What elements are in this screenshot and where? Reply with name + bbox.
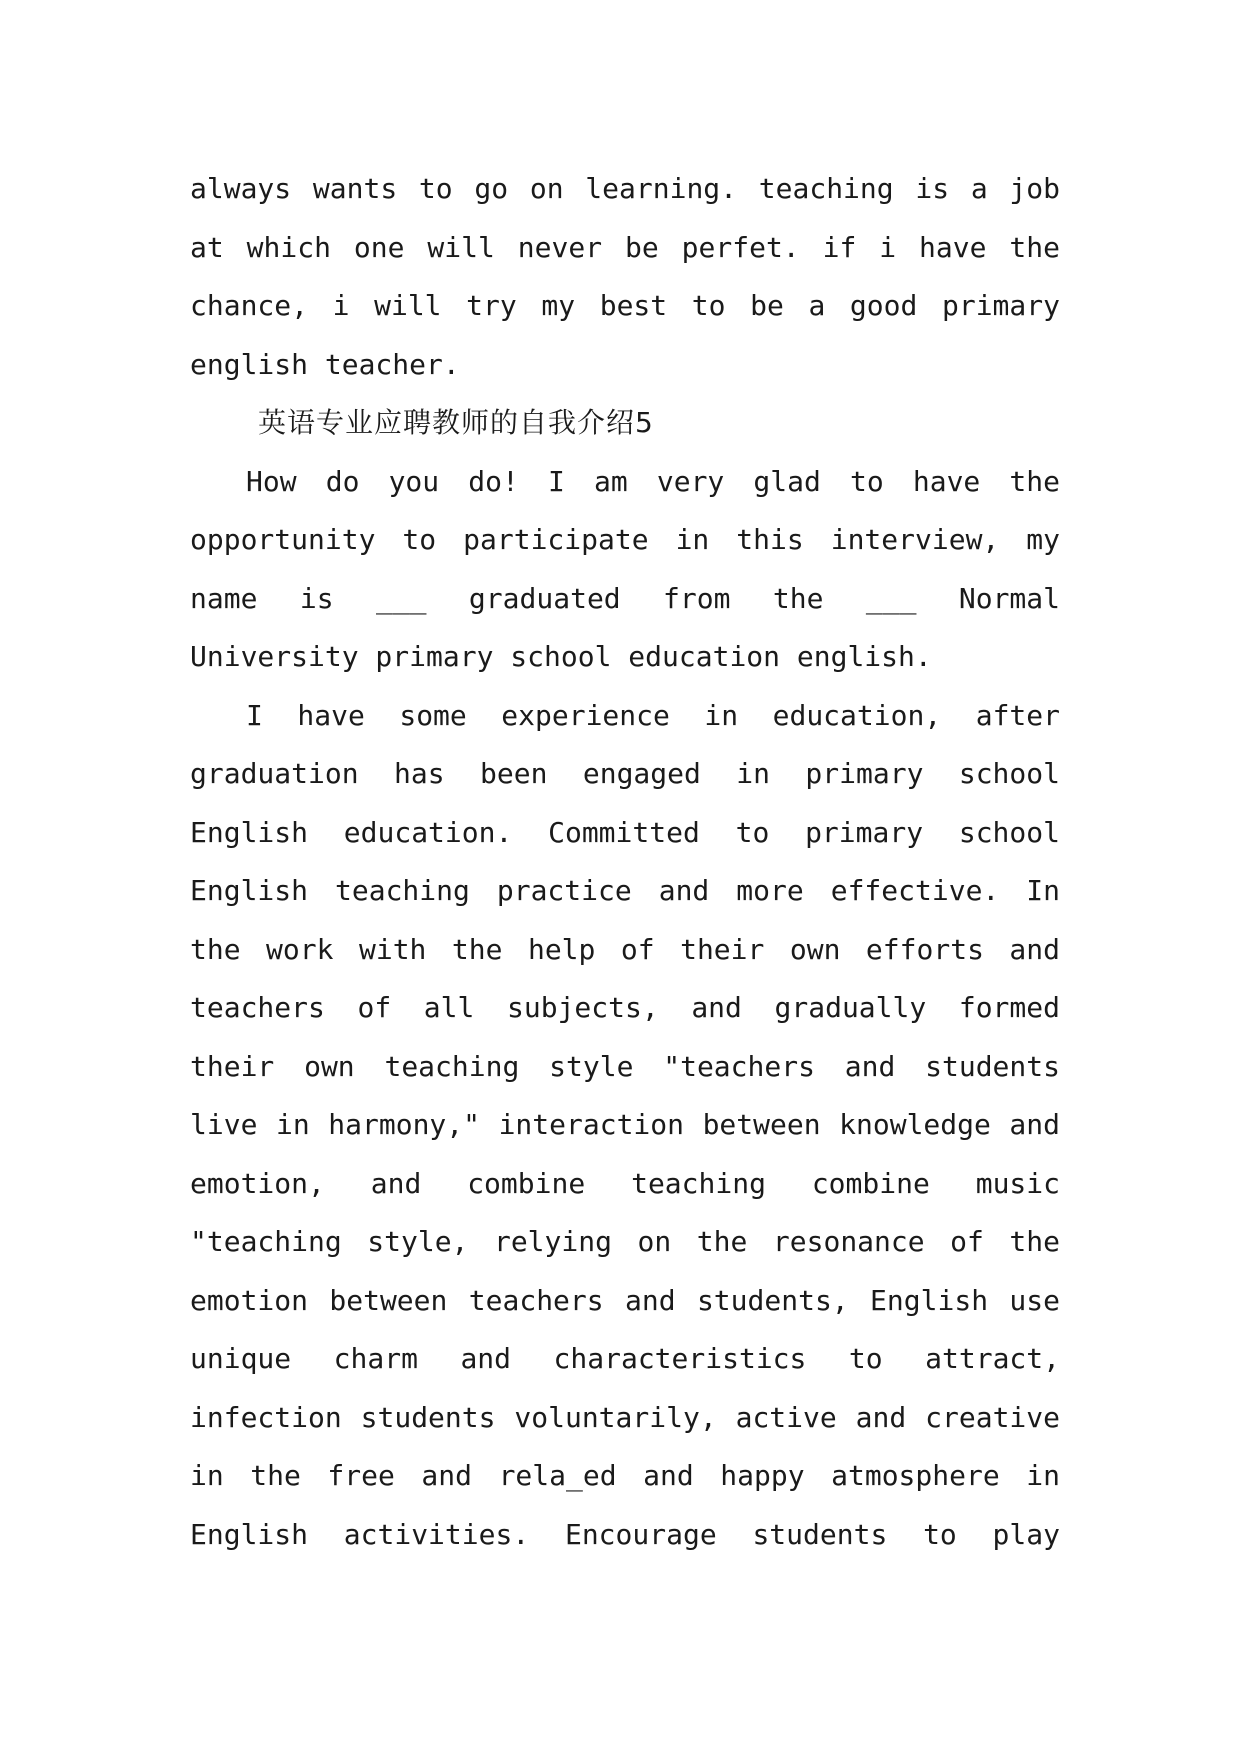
text-line: their own teaching style "teachers and students	[190, 1049, 1060, 1083]
text-line: I have some experience in education, after	[246, 698, 1060, 732]
paragraph-experience	[190, 687, 1060, 1565]
text-line: chance, i will try my best to be a good primary	[190, 289, 1060, 322]
text-line: always wants to go on learning. teaching is a job	[190, 172, 1060, 205]
text-line: live in harmony," interaction between knowledge and	[190, 1108, 1060, 1141]
text-line: University primary school education english.	[190, 640, 932, 673]
text-line: infection students voluntarily, active and creative	[190, 1400, 1060, 1434]
text-line: unique charm and characteristics to attract,	[190, 1342, 1060, 1375]
text-line: opportunity to participate in this interview, my	[190, 523, 1060, 556]
text-line: teachers of all subjects, and gradually formed	[190, 991, 1060, 1024]
text-line: "teaching style, relying on the resonance of the	[190, 1225, 1060, 1258]
section-heading: 英语专业应聘教师的自我介绍5	[258, 406, 654, 439]
text-line: English activities. Encourage students to play	[190, 1517, 1060, 1551]
text-line: English teaching practice and more effective. In	[190, 874, 1060, 907]
document-body	[190, 160, 1060, 1564]
text-line: graduation has been engaged in primary school	[190, 757, 1060, 790]
text-line: the work with the help of their own efforts and	[190, 932, 1060, 966]
paragraph-greeting	[190, 453, 1060, 687]
text-line: English education. Committed to primary school	[190, 815, 1060, 849]
text-line: english teacher.	[190, 347, 460, 381]
paragraph-closing	[190, 160, 1060, 394]
text-line: in the free and rela_ed and happy atmosphere in	[190, 1459, 1060, 1492]
text-line: emotion, and combine teaching combine music	[190, 1166, 1060, 1200]
text-line: at which one will never be perfet. if i have the	[190, 230, 1060, 264]
text-line: name is ___ graduated from the ___ Normal	[190, 581, 1060, 615]
text-line: How do you do! I am very glad to have the	[246, 464, 1060, 498]
text-line: emotion between teachers and students, English use	[190, 1283, 1060, 1317]
